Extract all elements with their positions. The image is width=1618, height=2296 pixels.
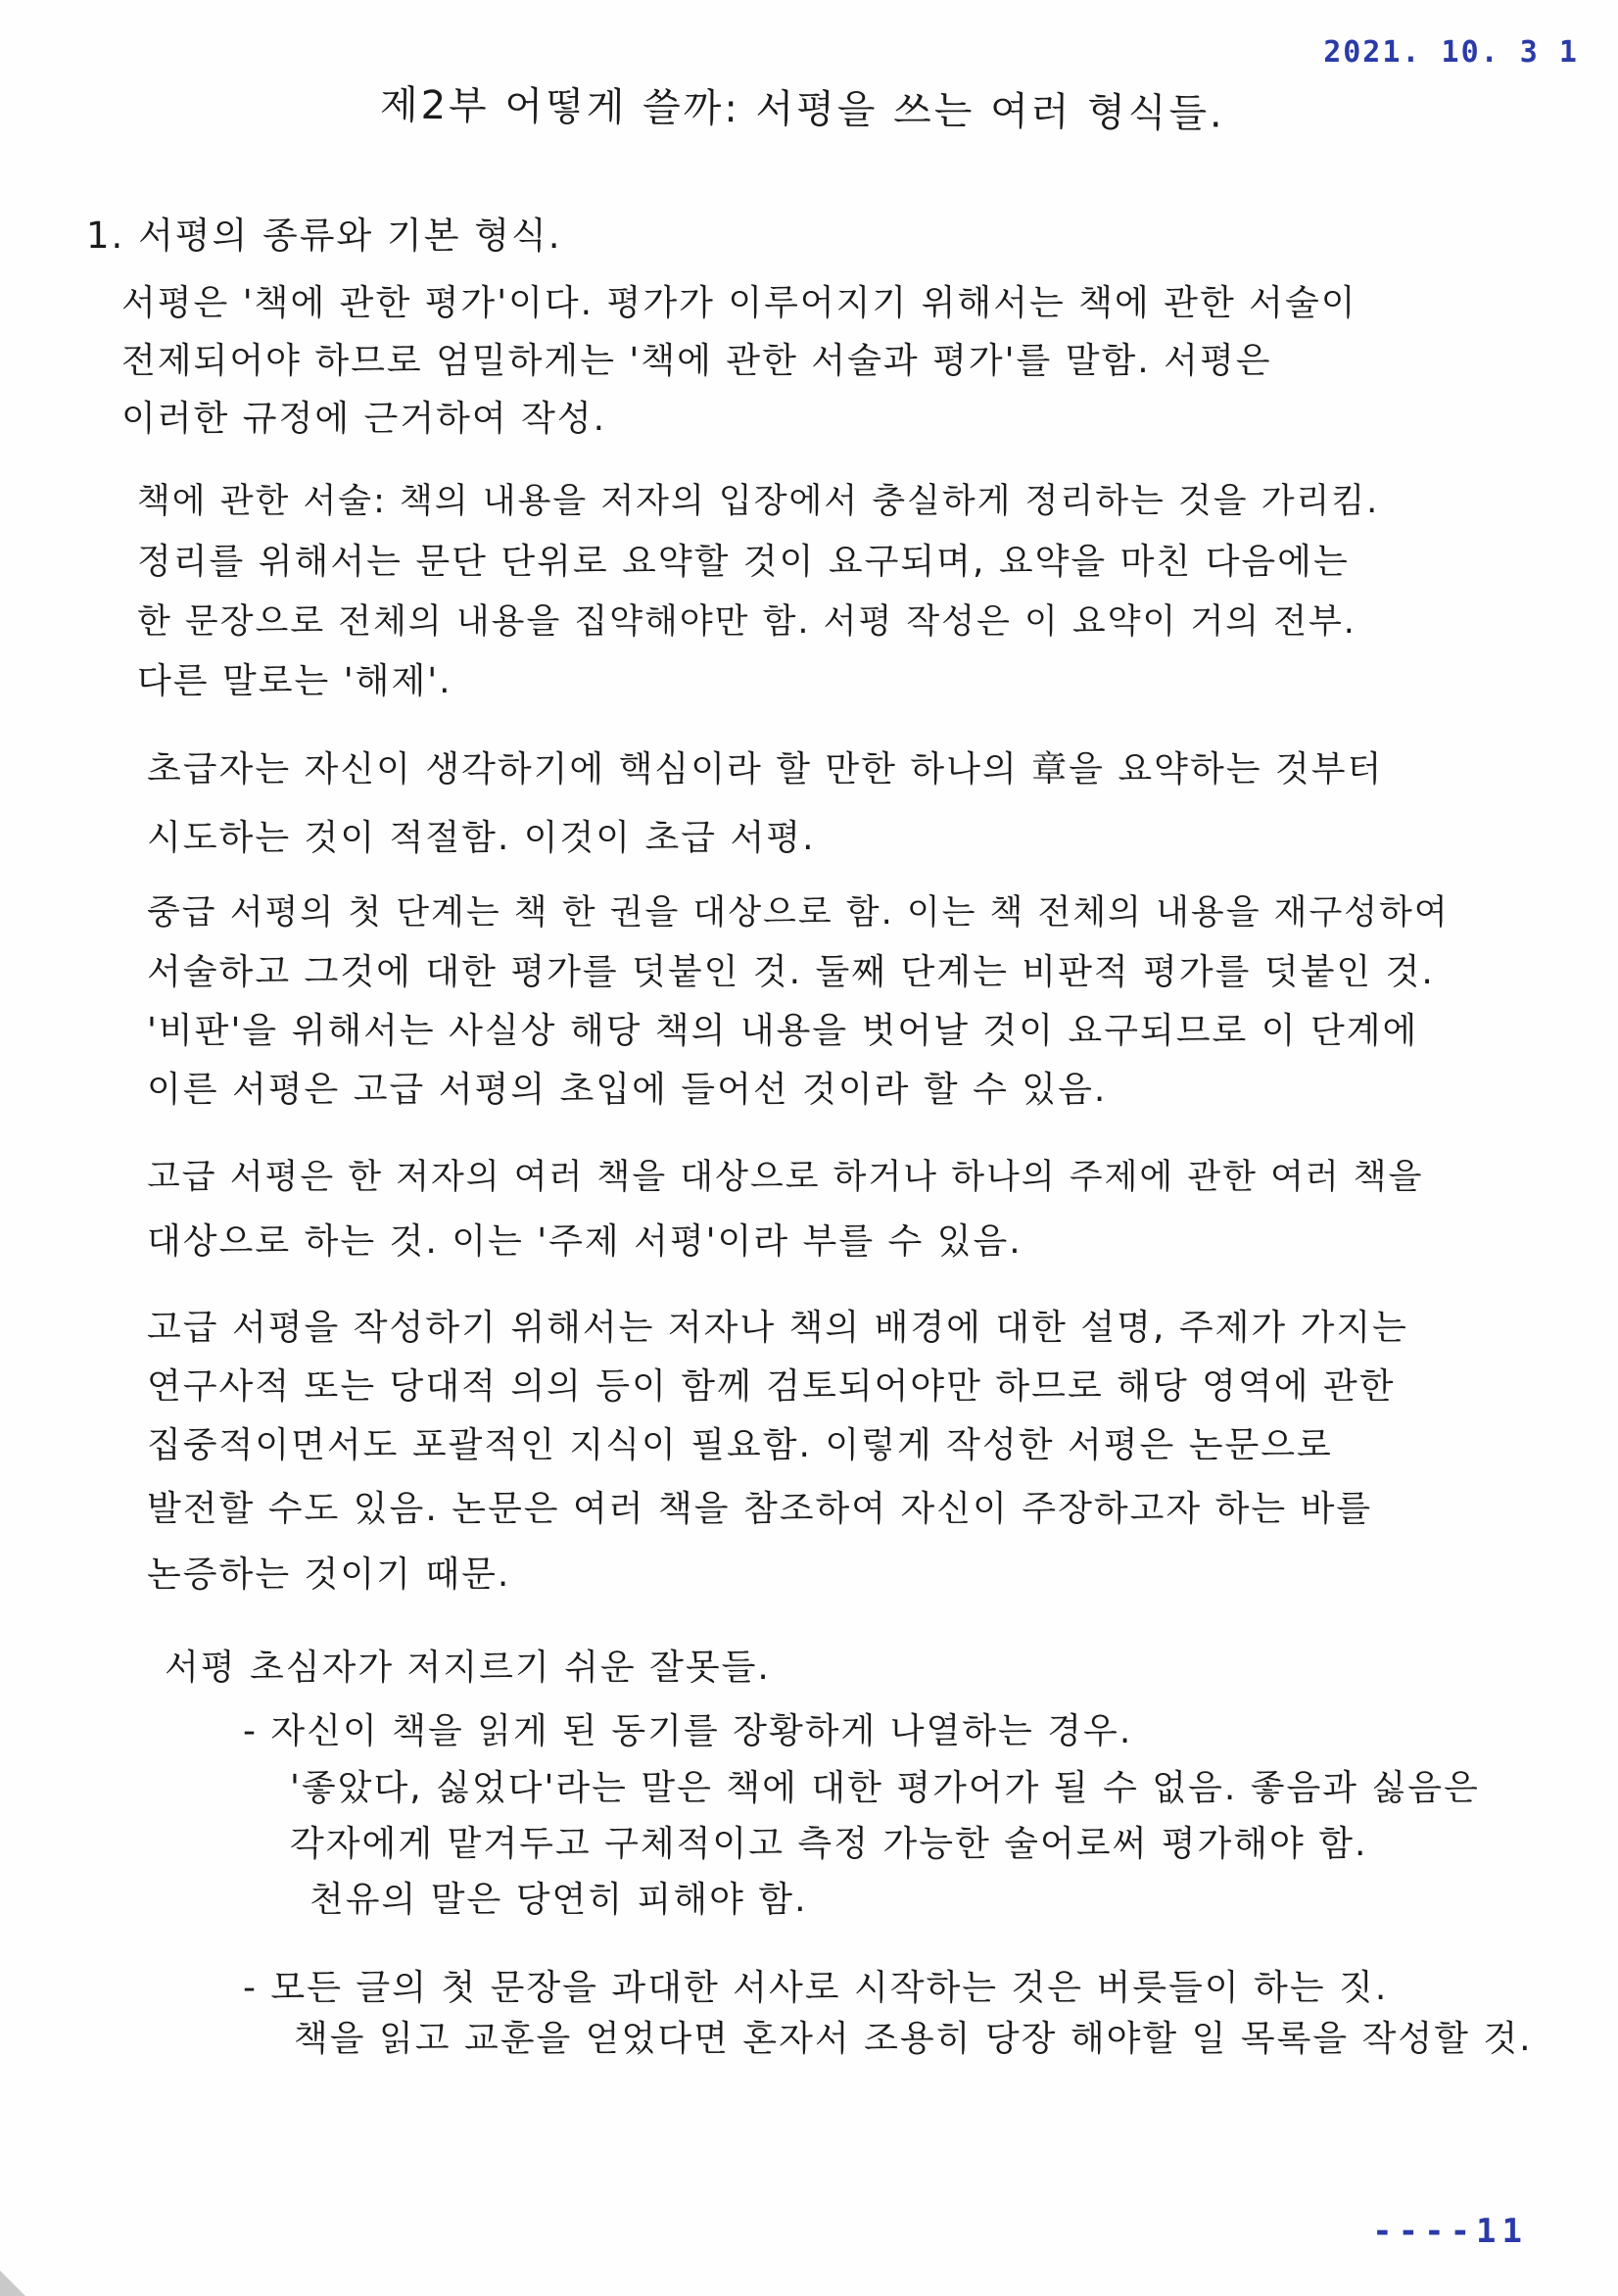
bullet-1-line-2: '좋았다, 싫었다'라는 말은 책에 대한 평가어가 될 수 없음. 좋음과 싫음은 bbox=[290, 1768, 1480, 1808]
bullet-2-line-2: 책을 읽고 교훈을 얻었다면 혼자서 조용히 당장 해야할 일 목록을 작성할 것. bbox=[294, 2019, 1533, 2059]
paragraph-3-line-2: 시도하는 것이 적절함. 이것이 초급 서평. bbox=[147, 818, 816, 858]
paragraph-6-line-5: 논증하는 것이기 때문. bbox=[147, 1555, 511, 1595]
page-title: 제2부 어떻게 쓸까: 서평을 쓰는 여러 형식들. bbox=[379, 82, 1225, 137]
page-corner bbox=[0, 2271, 25, 2296]
section-heading: 1. 서평의 종류와 기본 형식. bbox=[86, 215, 562, 257]
paragraph-4-line-3: '비판'을 위해서는 사실상 해당 책의 내용을 벗어날 것이 요구되므로 이 단계에 bbox=[147, 1011, 1419, 1051]
page-number: ----11 bbox=[1372, 2212, 1528, 2251]
paragraph-2-line-4: 다른 말로는 '해제'. bbox=[137, 661, 452, 701]
paragraph-5-line-1: 고급 서평은 한 저자의 여러 책을 대상으로 하거나 하나의 주제에 관한 여러 책을 bbox=[147, 1158, 1424, 1197]
bullet-2-line-1: - 모든 글의 첫 문장을 과대한 서사로 시작하는 것은 버릇들이 하는 짓. bbox=[243, 1968, 1389, 2008]
paragraph-4-line-4: 이른 서평은 고급 서평의 초입에 들어선 것이라 할 수 있음. bbox=[147, 1070, 1108, 1110]
paragraph-1-line-1: 서평은 '책에 관한 평가'이다. 평가가 이루어지기 위해서는 책에 관한 서술이 bbox=[121, 283, 1357, 323]
bullet-1-line-3: 각자에게 맡겨두고 구체적이고 측정 가능한 술어로써 평가해야 함. bbox=[290, 1824, 1368, 1864]
paragraph-6-line-2: 연구사적 또는 당대적 의의 등이 함께 검토되어야만 하므로 해당 영역에 관한 bbox=[147, 1366, 1396, 1407]
paragraph-2-line-2: 정리를 위해서는 문단 단위로 요약할 것이 요구되며, 요약을 마친 다음에는 bbox=[137, 542, 1350, 582]
paragraph-6-line-1: 고급 서평을 작성하기 위해서는 저자나 책의 배경에 대한 설명, 주제가 가지는 bbox=[147, 1308, 1408, 1348]
paragraph-1-line-3: 이러한 규정에 근거하여 작성. bbox=[121, 399, 607, 439]
paragraph-4-line-2: 서술하고 그것에 대한 평가를 덧붙인 것. 둘째 단계는 비판적 평가를 덧붙인 것. bbox=[147, 952, 1435, 992]
paragraph-7-line-1: 서평 초심자가 저지르기 쉬운 잘못들. bbox=[165, 1648, 771, 1688]
paragraph-2-line-1: 책에 관한 서술: 책의 내용을 저자의 입장에서 충실하게 정리하는 것을 가리킴. bbox=[137, 482, 1380, 521]
paragraph-1-line-2: 전제되어야 하므로 엄밀하게는 '책에 관한 서술과 평가'를 말함. 서평은 bbox=[121, 341, 1272, 381]
paragraph-3-line-1: 초급자는 자신이 생각하기에 핵심이라 할 만한 하나의 章을 요약하는 것부터 bbox=[147, 749, 1384, 789]
paragraph-6-line-3: 집중적이면서도 포괄적인 지식이 필요함. 이렇게 작성한 서평은 논문으로 bbox=[147, 1425, 1333, 1465]
date-stamp: 2021. 10. 3 1 bbox=[1323, 35, 1579, 70]
bullet-1-line-1: - 자신이 책을 읽게 된 동기를 장황하게 나열하는 경우. bbox=[243, 1711, 1133, 1751]
bullet-1-line-4: 천유의 말은 당연히 피해야 함. bbox=[309, 1880, 808, 1920]
paragraph-5-line-2: 대상으로 하는 것. 이는 '주제 서평'이라 부를 수 있음. bbox=[147, 1221, 1023, 1262]
paragraph-4-line-1: 중급 서평의 첫 단계는 책 한 권을 대상으로 함. 이는 책 전체의 내용을 재구성하여 bbox=[147, 893, 1450, 933]
paragraph-2-line-3: 한 문장으로 전체의 내용을 집약해야만 함. 서평 작성은 이 요약이 거의 전부. bbox=[137, 602, 1356, 642]
paragraph-6-line-4: 발전할 수도 있음. 논문은 여러 책을 참조하여 자신이 주장하고자 하는 바를 bbox=[147, 1489, 1373, 1529]
